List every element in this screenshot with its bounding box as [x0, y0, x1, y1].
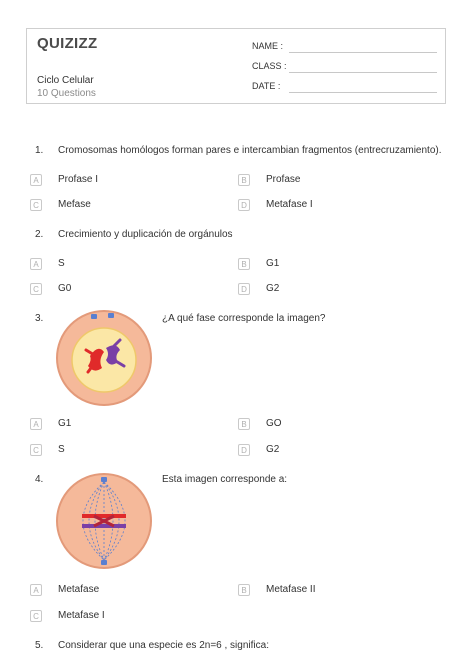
question-number: 3.: [35, 313, 44, 324]
option-text[interactable]: G2: [266, 444, 280, 455]
question-count: 10 Questions: [37, 88, 96, 99]
option-text[interactable]: S: [58, 258, 65, 269]
name-label: NAME :: [252, 41, 284, 51]
question-text: Crecimiento y duplicación de orgánulos: [58, 229, 233, 240]
option-text[interactable]: Metafase I: [266, 199, 313, 210]
option-letter-box[interactable]: C: [30, 610, 42, 622]
question-text: ¿A qué fase corresponde la imagen?: [162, 313, 326, 324]
class-field[interactable]: [289, 72, 437, 73]
option-text[interactable]: Metafase: [58, 584, 100, 595]
worksheet-title: Ciclo Celular: [37, 75, 94, 86]
option-text[interactable]: GO: [266, 418, 282, 429]
option-letter-box[interactable]: A: [30, 174, 42, 186]
question-text: Cromosomas homólogos forman pares e intercambian fragmentos (entrecruzamiento).: [58, 145, 442, 156]
option-text[interactable]: G0: [58, 283, 72, 294]
option-letter-box[interactable]: B: [238, 174, 250, 186]
option-letter-box[interactable]: C: [30, 283, 42, 295]
metaphase-cell-illustration: [54, 471, 154, 571]
quizizz-logo: QUIZIZZ: [37, 35, 98, 52]
name-field[interactable]: [289, 52, 437, 53]
option-text[interactable]: Profase: [266, 174, 301, 185]
option-letter-box[interactable]: A: [30, 418, 42, 430]
date-label: DATE :: [252, 81, 281, 91]
option-letter-box[interactable]: D: [238, 283, 250, 295]
option-letter-box[interactable]: C: [30, 199, 42, 211]
option-letter-box[interactable]: D: [238, 444, 250, 456]
option-text[interactable]: Metafase I: [58, 610, 105, 621]
question-number: 4.: [35, 474, 44, 485]
option-text[interactable]: G1: [58, 418, 72, 429]
option-letter-box[interactable]: B: [238, 418, 250, 430]
question-number: 5.: [35, 640, 44, 651]
question-number: 1.: [35, 145, 44, 156]
option-letter-box[interactable]: A: [30, 584, 42, 596]
interphase-cell-illustration: [54, 308, 154, 408]
question-text: Considerar que una especie es 2n=6 , significa:: [58, 640, 269, 651]
option-text[interactable]: G2: [266, 283, 280, 294]
date-field[interactable]: [289, 92, 437, 93]
option-text[interactable]: Profase I: [58, 174, 99, 185]
class-label: CLASS :: [252, 61, 287, 71]
question-text: Esta imagen corresponde a:: [162, 474, 288, 485]
option-letter-box[interactable]: A: [30, 258, 42, 270]
option-text[interactable]: Metafase II: [266, 584, 316, 595]
option-text[interactable]: Mefase: [58, 199, 91, 210]
option-letter-box[interactable]: D: [238, 199, 250, 211]
question-number: 2.: [35, 229, 44, 240]
option-letter-box[interactable]: B: [238, 584, 250, 596]
option-letter-box[interactable]: B: [238, 258, 250, 270]
worksheet-header: [26, 28, 446, 104]
option-text[interactable]: S: [58, 444, 65, 455]
option-text[interactable]: G1: [266, 258, 280, 269]
option-letter-box[interactable]: C: [30, 444, 42, 456]
